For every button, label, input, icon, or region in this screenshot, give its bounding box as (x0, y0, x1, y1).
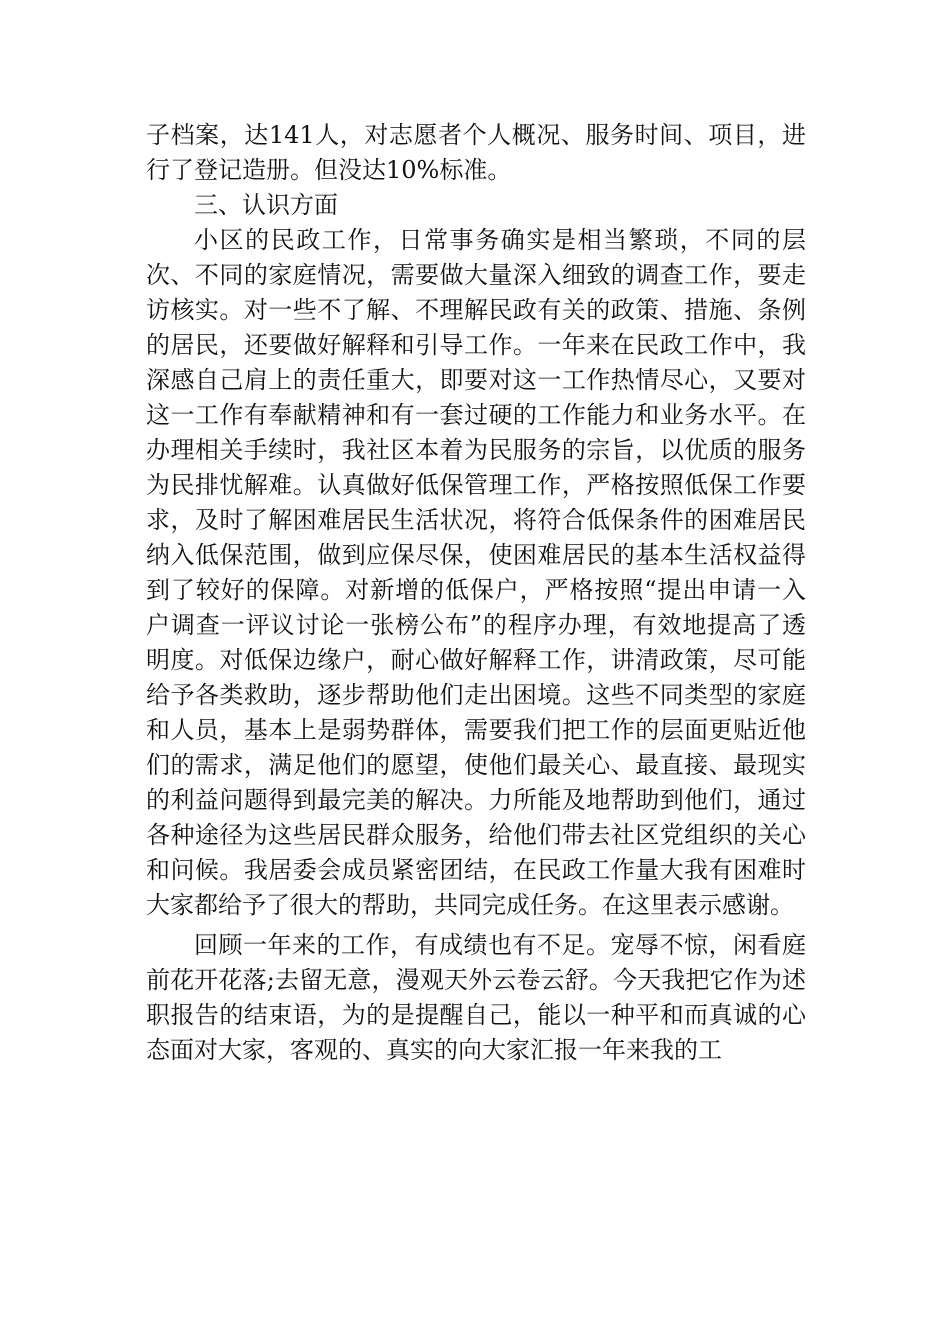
paragraph-review: 回顾一年来的工作，有成绩也有不足。宠辱不惊，闲看庭前花开花落;去留无意，漫观天外云卷云舒。今天我把它作为述职报告的结束语，为的是提醒自己，能以一种平和而真诚的心态面对大家，客观的、真实的向大家汇报一年来我的工 (146, 931, 806, 1064)
document-body (146, 118, 806, 1068)
paragraph-continuation: 子档案，达141人，对志愿者个人概况、服务时间、项目，进行了登记造册。但没达10%标准。 (146, 121, 806, 184)
section-heading-awareness: 三、认识方面 (194, 191, 338, 219)
paragraph-awareness: 小区的民政工作，日常事务确实是相当繁琐，不同的层次、不同的家庭情况，需要做大量深入细致的调查工作，要走访核实。对一些不了解、不理解民政有关的政策、措施、条例的居民，还要做好解释和引导工作。一年来在民政工作中，我深感自己肩上的责任重大，即要对这一工作热情尽心，又要对这一工作有奉献精神和有一套过硬的工作能力和业务水平。在办理相关手续时，我社区本着为民服务的宗旨，以优质的服务为民排忧解难。认真做好低保管理工作，严格按照低保工作要求，及时了解困难居民生活状况，将符合低保条件的困难居民纳入低保范围，做到应保尽保，使困难居民的基本生活权益得到了较好的保障。对新增的低保户，严格按照“提出申请一入户调查一评议讨论一张榜公布”的程序办理，有效地提高了透明度。对低保边缘户，耐心做好解释工作，讲清政策，尽可能给予各类救助，逐步帮助他们走出困境。这些不同类型的家庭和人员，基本上是弱势群体，需要我们把工作的层面更贴近他们的需求，满足他们的愿望，使他们最关心、最直接、最现实的利益问题得到最完美的解决。力所能及地帮助到他们，通过各种途径为这些居民群众服务，给他们带去社区党组织的关心和问候。我居委会成员紧密团结，在民政工作量大我有困难时大家都给予了很大的帮助，共同完成任务。在这里表示感谢。 (146, 226, 806, 919)
